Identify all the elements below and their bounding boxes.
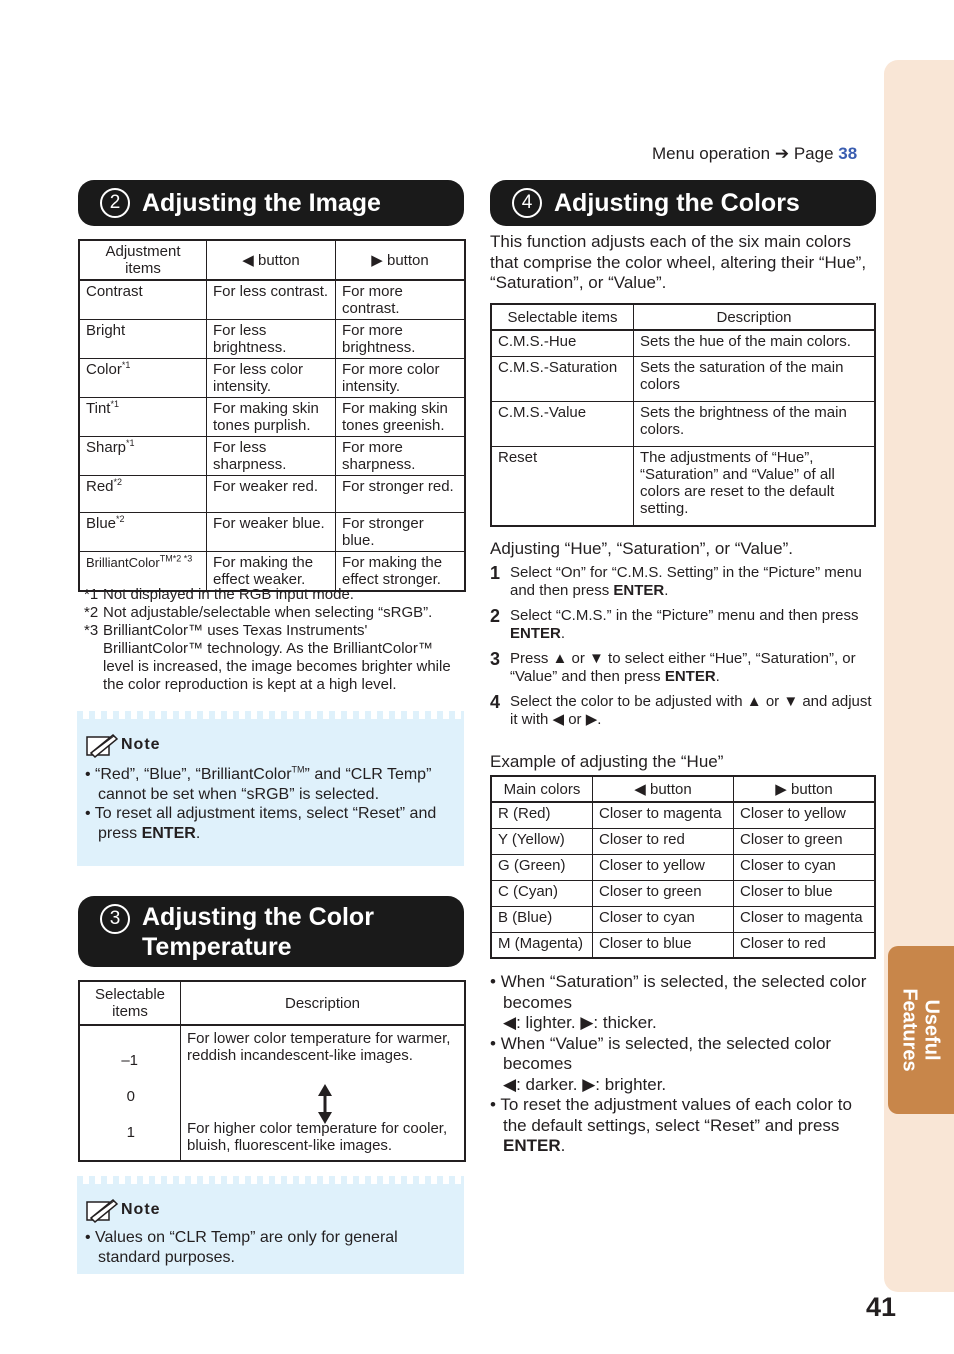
step-item: 3 Press ▲ or ▼ to select either “Hue”, “Saturation”, or “Value” and then press ENTER.: [490, 649, 856, 685]
note-box-color-temp: [77, 1176, 464, 1274]
steps-title: Adjusting “Hue”, “Saturation”, or “Value”.: [490, 539, 793, 558]
bullets: [490, 972, 876, 1157]
note-title: Note: [77, 1184, 464, 1224]
table-row: Contrast For less contrast. For more contrast.: [79, 280, 465, 320]
intro-text: This function adjusts each of the six main colors that comprise the color wheel, altering their “Hue”, “Saturation”, or “Value”.: [490, 232, 867, 292]
pencil-note-icon: [85, 731, 121, 759]
table-row: C.M.S.-Hue Sets the hue of the main colors.: [491, 330, 875, 356]
page-number: 41: [866, 1292, 897, 1322]
table-header: ▶ button: [734, 776, 876, 802]
table-row: Bright For less brightness. For more brightness.: [79, 320, 465, 359]
table-row: G (Green) Closer to yellow Closer to cyan: [491, 854, 875, 880]
table-row: Blue$^{*2}$ For weaker blue. For stronger blue.: [79, 513, 465, 552]
step-item: 1 Select “On” for “C.M.S. Setting” in the “Picture” menu and then press ENTER.: [490, 563, 862, 599]
table-row: Y (Yellow) Closer to red Closer to green: [491, 828, 875, 854]
arrow-right-icon: ➔: [774, 144, 790, 163]
color-temp-table: [78, 980, 466, 1162]
note-box-image: [77, 711, 464, 866]
section-number-icon: 2: [100, 188, 130, 218]
section-number-icon: 4: [512, 188, 542, 218]
note-bullet: • Values on “CLR Temp” are only for general standard purposes.: [85, 1229, 398, 1266]
footnotes: *1 Not displayed in the RGB input mode. *2 Not adjustable/selectable when selecting “sRGB”. *3 BrilliantColor™ uses Texas Instruments' BrilliantColor™ technology. As the BrilliantColor™ level is increased, the image becomes brighter while the color reproduction is kept at a high level.: [84, 586, 451, 693]
page-link[interactable]: 38: [838, 144, 858, 163]
image-adjust-table: [78, 239, 466, 592]
table-row: C.M.S.-Saturation Sets the saturation of the main colors: [491, 356, 875, 401]
table-row: –1 0 1 For lower color temperature for warmer, reddish incandescent-like images. For higher color temperature for cooler, bluish, fluorescent-like images.: [79, 1025, 465, 1161]
desc-lower-temp: For lower color temperature for warmer, reddish incandescent-like images.: [187, 1030, 451, 1064]
table-header: ◀ button: [593, 776, 734, 802]
steps-list: [490, 564, 876, 729]
side-tab-label: Useful Features: [899, 988, 943, 1072]
note-bullet: • “Red”, “Blue”, “BrilliantColor™” and “CLR Temp” cannot be set when “sRGB” is selected.: [85, 764, 432, 803]
table-row: Color$^{*1}$ For less color intensity. For more color intensity.: [79, 359, 465, 398]
menu-reference: Menu operation ➔ Page 38: [652, 144, 858, 163]
section-title: Adjusting the Colors: [554, 188, 800, 217]
table-row: Tint$^{*1}$ For making skin tones purplish. For making skin tones greenish.: [79, 398, 465, 437]
table-row: R (Red) Closer to magenta Closer to yellow: [491, 802, 875, 828]
desc-higher-temp: For higher color temperature for cooler, bluish, fluorescent-like images.: [187, 1120, 448, 1154]
table-header: Selectable items: [491, 304, 634, 330]
section-number-icon: 3: [100, 904, 130, 934]
hue-example-table: [490, 775, 876, 959]
table-row: Red$^{*2}$ For weaker red. For stronger red.: [79, 476, 465, 513]
note-bullet: • To reset all adjustment items, select “Reset” and press ENTER.: [85, 805, 437, 842]
table-header: Description: [634, 304, 876, 330]
table-row: C.M.S.-Value Sets the brightness of the main colors.: [491, 401, 875, 446]
table-header: Selectable items: [79, 981, 181, 1025]
table-row: Reset The adjustments of “Hue”, “Saturation” and “Value” of all colors are reset to the default setting.: [491, 446, 875, 526]
up-down-arrow-icon: [318, 1084, 332, 1124]
table-header: ◀ button: [207, 240, 336, 280]
table-header: Description: [181, 981, 466, 1025]
cms-items-table: [490, 303, 876, 527]
section-header-adjusting-colors: [490, 180, 876, 226]
section-header-color-temperature: [78, 896, 464, 967]
bullet-item: • When “Saturation” is selected, the selected color becomes ◀: lighter. ▶: thicker.: [490, 972, 867, 1032]
table-header: ▶ button: [336, 240, 466, 280]
table-header: Adjustment items: [79, 240, 207, 280]
example-title: Example of adjusting the “Hue”: [490, 752, 724, 771]
table-row: Sharp$^{*1}$ For less sharpness. For more sharpness.: [79, 437, 465, 476]
note-title: Note: [77, 719, 464, 759]
pencil-note-icon: [85, 1196, 121, 1224]
step-item: 4 Select the color to be adjusted with ▲ or ▼ and adjust it with ◀ or ▶.: [490, 692, 872, 728]
table-row: B (Blue) Closer to cyan Closer to magenta: [491, 906, 875, 932]
section-title: Adjusting the Color Temperature: [142, 903, 374, 961]
table-row: C (Cyan) Closer to green Closer to blue: [491, 880, 875, 906]
section-title: Adjusting the Image: [142, 188, 381, 217]
bullet-item: • To reset the adjustment values of each color to the default settings, select “Reset” and press ENTER.: [490, 1095, 852, 1155]
section-header-adjusting-image: [78, 180, 464, 226]
table-row: M (Magenta) Closer to blue Closer to red: [491, 932, 875, 958]
table-row: BrilliantColor$^{TM*2 *3}$ For making the effect weaker. For making the effect stronger.: [79, 552, 465, 592]
bullet-item: • When “Value” is selected, the selected color becomes ◀: darker. ▶: brighter.: [490, 1033, 832, 1094]
step-item: 2 Select “C.M.S.” in the “Picture” menu and then press ENTER.: [490, 606, 859, 642]
table-header: Main colors: [491, 776, 593, 802]
